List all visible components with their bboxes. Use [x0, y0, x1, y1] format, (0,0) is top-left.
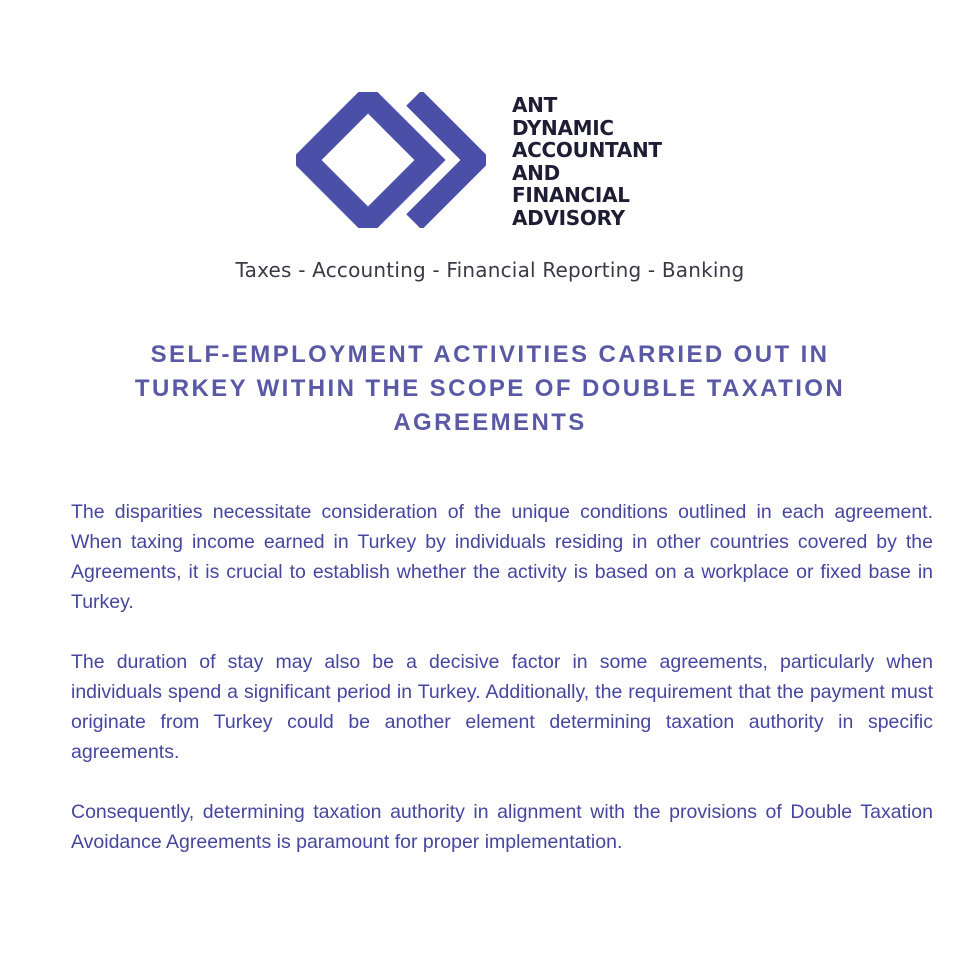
company-name: [512, 94, 662, 229]
company-logo: [296, 92, 696, 232]
article-paragraph: The duration of stay may also be a decisive factor in some agreements, particularly when individuals spend a significant period in Turkey. Additionally, the requirement that the payment must originate from Turkey could be another element determining taxation authority in specific agreements.: [71, 651, 933, 763]
article-title: SELF-EMPLOYMENT ACTIVITIES CARRIED OUT IN TURKEY WITHIN THE SCOPE OF DOUBLE TAXATION AGREEMENTS: [134, 341, 846, 436]
company-name-line: ANT: [512, 93, 557, 117]
company-name-line: FINANCIAL: [512, 183, 630, 207]
company-name-line: ADVISORY: [512, 205, 625, 230]
article-body: [71, 497, 933, 887]
double-chevron-diamond-icon: [296, 92, 486, 228]
company-name-line: ACCOUNTANT: [512, 138, 662, 162]
company-name-line: AND: [512, 160, 560, 185]
article-paragraph: Consequently, determining taxation authority in alignment with the provisions of Double Taxation Avoidance Agreements is paramount for proper implementation.: [71, 801, 933, 853]
company-name-line: DYNAMIC: [512, 115, 614, 140]
article-paragraph: The disparities necessitate consideration of the unique conditions outlined in each agreement. When taxing income earned in Turkey by individuals residing in other countries covered by the Agreements, it is crucial to establish whether the activity is based on a workplace or fixed base in Turkey.: [71, 501, 933, 613]
company-tagline: Taxes - Accounting - Financial Reporting - Banking: [235, 258, 745, 282]
